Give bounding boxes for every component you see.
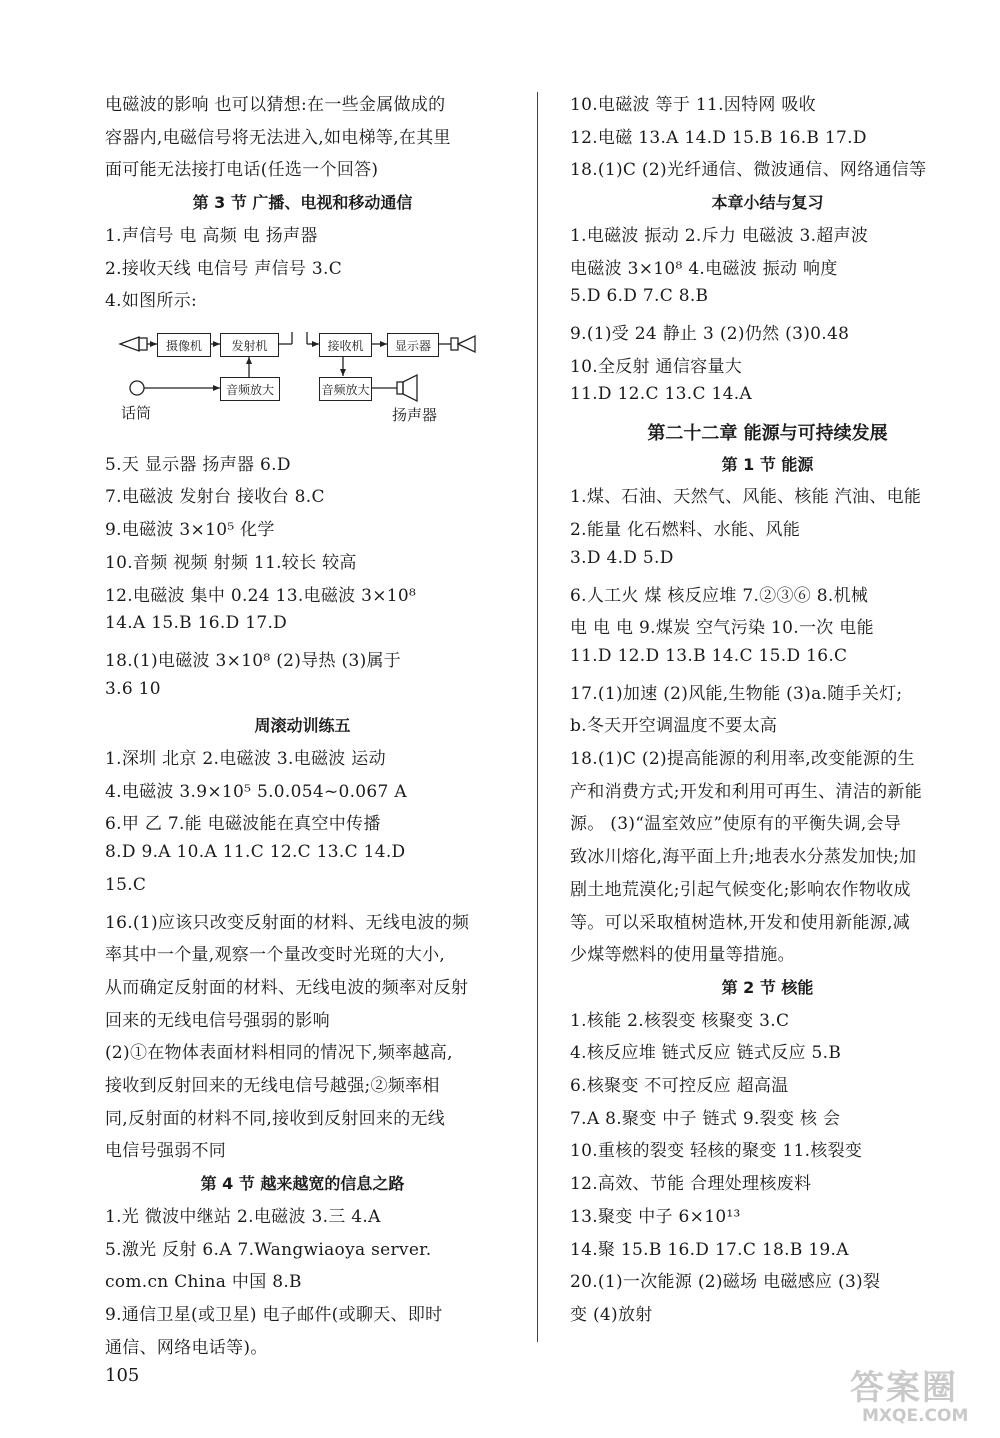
right-section-heading: 第 2 节 核能: [721, 977, 814, 997]
right-answer-line: 电磁波 3×10⁸ 4.电磁波 振动 响度: [570, 258, 838, 279]
right-answer-line: 剧土地荒漠化;引起气候变化;影响农作物收成: [570, 879, 911, 900]
right-answer-line: 17.(1)加速 (2)风能,生物能 (3)a.随手关灯;: [570, 683, 903, 704]
left-answer-line: 通信、网络电话等)。: [105, 1337, 268, 1358]
diagram-box: 音频放大: [319, 377, 372, 401]
left-answer-line: 面可能无法接打电话(任选一个回答): [105, 160, 379, 181]
left-answer-line: 12.电磁波 集中 0.24 13.电磁波 3×10⁸: [105, 585, 417, 606]
right-answer-line: 致冰川熔化,海平面上升;地表水分蒸发加快;加: [570, 847, 917, 868]
left-answer-line: 15.C: [105, 874, 147, 895]
left-answer-line: 8.D 9.A 10.A 11.C 12.C 13.C 14.D: [105, 842, 406, 863]
left-answer-line: 14.A 15.B 16.D 17.D: [105, 613, 288, 634]
right-answer-line: 10.电磁波 等于 11.因特网 吸收: [570, 95, 816, 115]
left-answer-line: 6.甲 乙 7.能 电磁波能在真空中传播: [105, 814, 381, 835]
diagram-box: 显示器: [387, 333, 439, 357]
column-divider: [537, 92, 538, 1342]
right-answer-line: 2.能量 化石燃料、水能、风能: [570, 520, 801, 541]
right-answer-line: 1.核能 2.核裂变 核聚变 3.C: [570, 1010, 790, 1031]
right-answer-line: 等。可以采取植树造林,开发和使用新能源,减: [570, 912, 911, 933]
right-answer-line: 18.(1)C (2)提高能源的利用率,改变能源的生: [570, 749, 915, 769]
left-section-heading: 第 3 节 广播、电视和移动通信: [192, 193, 413, 213]
left-answer-line: 2.接收天线 电信号 声信号 3.C: [105, 258, 343, 279]
left-answer-line: 16.(1)应该只改变反射面的材料、无线电波的频: [105, 912, 470, 933]
right-answer-line: 12.高效、节能 合理处理核废料: [570, 1174, 812, 1195]
left-answer-line: 3.6 10: [105, 678, 161, 699]
right-answer-line: 11.D 12.D 13.B 14.C 15.D 16.C: [570, 645, 848, 666]
diagram-box: 摄像机: [157, 333, 211, 357]
right-answer-line: 6.人工火 煤 核反应堆 7.②③⑥ 8.机械: [570, 585, 869, 606]
right-answer-line: 少煤等燃料的使用量等措施。: [570, 945, 795, 966]
right-answer-line: 电 电 电 9.煤炭 空气污染 10.一次 电能: [570, 618, 874, 639]
left-answer-line: 18.(1)电磁波 3×10⁸ (2)导热 (3)属于: [105, 650, 402, 671]
right-answer-line: 3.D 4.D 5.D: [570, 547, 674, 568]
left-answer-line: 容器内,电磁信号将无法进入,如电梯等,在其里: [105, 127, 451, 148]
left-answer-line: 率其中一个量,观察一个量改变时光斑的大小,: [105, 945, 446, 966]
right-section-heading: 本章小结与复习: [711, 193, 824, 213]
left-section-heading: 第 4 节 越来越宽的信息之路: [200, 1174, 405, 1194]
left-answer-line: 5.天 显示器 扬声器 6.D: [105, 454, 291, 475]
right-answer-line: 20.(1)一次能源 (2)磁场 电磁感应 (3)裂: [570, 1272, 881, 1293]
left-answer-line: 从而确定反射面的材料、无线电波的频率对反射: [105, 977, 469, 998]
right-answer-line: 变 (4)放射: [570, 1304, 653, 1325]
left-answer-line: 1.声信号 电 高频 电 扬声器: [105, 225, 318, 246]
right-answer-line: 14.聚 15.B 16.D 17.C 18.B 19.A: [570, 1239, 849, 1260]
right-answer-line: b.冬天开空调温度不要太高: [570, 716, 778, 737]
right-answer-line: 18.(1)C (2)光纤通信、微波通信、网络通信等: [570, 160, 927, 181]
right-answer-line: 7.A 8.聚变 中子 链式 9.裂变 核 会: [570, 1108, 841, 1129]
right-answer-line: 6.核聚变 不可控反应 超高温: [570, 1076, 789, 1096]
left-answer-line: 9.通信卫星(或卫星) 电子邮件(或聊天、即时: [105, 1304, 443, 1325]
left-answer-line: 接收到反射回来的无线电信号越强;②频率相: [105, 1076, 440, 1096]
page-number: 105: [105, 1365, 140, 1386]
left-answer-line: (2)①在物体表面材料相同的情况下,频率越高,: [105, 1043, 453, 1064]
microphone-label: 话筒: [121, 404, 152, 422]
right-answer-line: 5.D 6.D 7.C 8.B: [570, 286, 709, 307]
right-section-heading: 第 1 节 能源: [721, 454, 814, 474]
left-answer-line: 同,反射面的材料不同,接收到反射回来的无线: [105, 1108, 446, 1129]
left-answer-line: com.cn China 中国 8.B: [105, 1272, 302, 1293]
right-answer-line: 11.D 12.C 13.C 14.A: [570, 384, 752, 405]
right-answer-line: 产和消费方式;开发和利用可再生、清洁的新能: [570, 781, 923, 802]
left-answer-line: 回来的无线电信号强弱的影响: [105, 1010, 330, 1031]
right-answer-line: 9.(1)受 24 静止 3 (2)仍然 (3)0.48: [570, 323, 850, 344]
watermark-url: MXQE.COM: [862, 1406, 969, 1426]
speaker-label: 扬声器: [392, 406, 438, 424]
right-answer-line: 13.聚变 中子 6×10¹³: [570, 1206, 741, 1227]
right-section-heading: 第二十二章 能源与可持续发展: [647, 423, 888, 444]
diagram-box: 音频放大: [220, 377, 280, 401]
right-answer-line: 源。 (3)“温室效应”使原有的平衡失调,会导: [570, 814, 902, 835]
watermark-logo-text: 答案圈: [850, 1368, 958, 1408]
left-answer-line: 5.激光 反射 6.A 7.Wangwiaoya server.: [105, 1239, 432, 1260]
right-answer-line: 1.电磁波 振动 2.斥力 电磁波 3.超声波: [570, 225, 869, 246]
diagram-box: 接收机: [319, 333, 372, 357]
left-answer-line: 4.如图所示:: [105, 291, 198, 312]
right-answer-line: 10.重核的裂变 轻核的聚变 11.核裂变: [570, 1141, 863, 1162]
diagram-box: 发射机: [220, 333, 279, 357]
right-answer-line: 12.电磁 13.A 14.D 15.B 16.B 17.D: [570, 127, 867, 148]
left-answer-line: 7.电磁波 发射台 接收台 8.C: [105, 487, 325, 508]
left-answer-line: 1.光 微波中继站 2.电磁波 3.三 4.A: [105, 1206, 381, 1227]
left-section-heading: 周滚动训练五: [254, 716, 351, 736]
left-answer-line: 9.电磁波 3×10⁵ 化学: [105, 520, 275, 541]
right-answer-line: 1.煤、石油、天然气、风能、核能 汽油、电能: [570, 487, 922, 508]
right-answer-line: 10.全反射 通信容量大: [570, 356, 743, 377]
left-answer-line: 电信号强弱不同: [105, 1141, 227, 1162]
left-answer-line: 10.音频 视频 射频 11.较长 较高: [105, 552, 357, 573]
watermark: [850, 1360, 990, 1430]
left-answer-line: 1.深圳 北京 2.电磁波 3.电磁波 运动: [105, 749, 386, 769]
left-answer-line: 电磁波的影响 也可以猜想:在一些金属做成的: [105, 95, 446, 115]
left-answer-line: 4.电磁波 3.9×10⁵ 5.0.054~0.067 A: [105, 781, 407, 802]
broadcast-diagram: [117, 332, 487, 432]
right-answer-line: 4.核反应堆 链式反应 链式反应 5.B: [570, 1043, 842, 1064]
